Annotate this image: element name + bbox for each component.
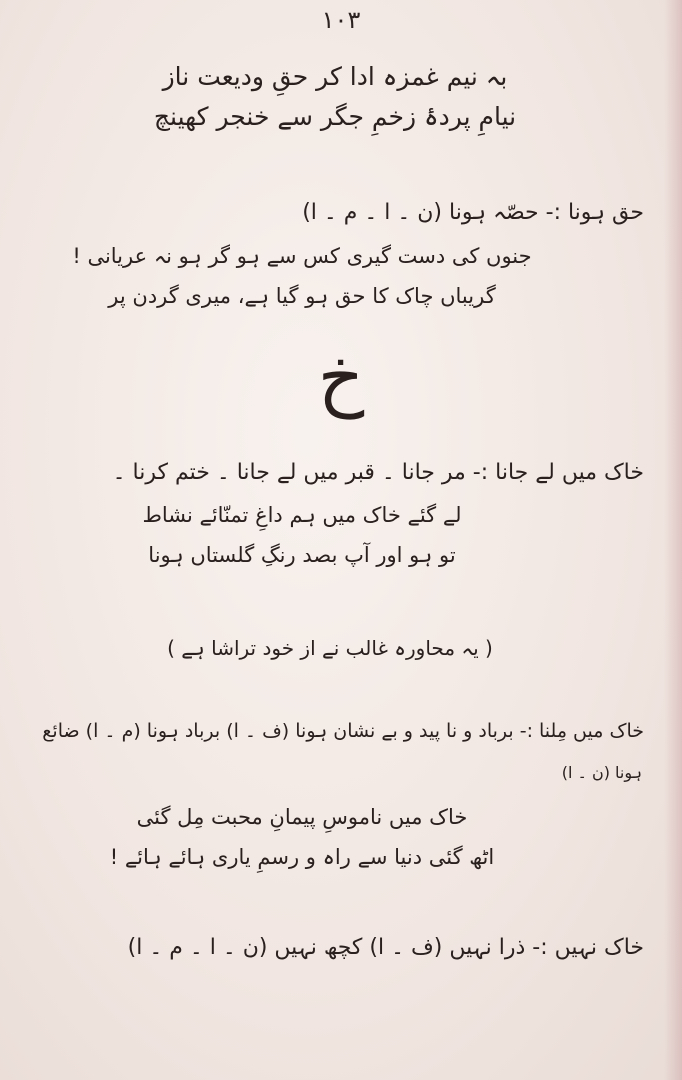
entry-heading-khak-mein-milna: خاک میں مِلنا :- برباد و نا پید و بے نشان ہونا (ف ۔ ا) برباد ہونا (م ۔ ا) ضائع — [42, 720, 644, 742]
page-number: ۱۰۳ — [321, 6, 361, 34]
top-couplet-line-1: بہ نیم غمزہ ادا کر حقِ ودیعت ناز — [162, 62, 508, 91]
section-letter-kha: خ — [317, 335, 365, 419]
entry-verse-line-2: تو ہو اور آپ بصد رنگِ گلستاں ہونا — [148, 543, 456, 567]
entry-heading-continuation: ہونا (ن ۔ ا) — [561, 763, 642, 782]
page-edge-shadow — [664, 0, 682, 1080]
entry-heading-haq-hona: حق ہونا :- حصّہ ہونا (ن ۔ ا ۔ م ۔ ا) — [302, 200, 644, 225]
top-couplet-line-2: نیامِ پردۂ زخمِ جگر سے خنجر کھینچ — [153, 102, 517, 131]
editorial-note: ( یہ محاورہ غالب نے از خود تراشا ہے ) — [167, 636, 493, 660]
entry-verse-line-2: گریباں چاک کا حق ہو گیا ہے، میری گردن پر — [108, 284, 496, 308]
entry-verse-line-1: لے گئے خاک میں ہم داغِ تمنّائے نشاط — [142, 503, 462, 527]
entry-heading-khak-mein-le-jana: خاک میں لے جانا :- مر جانا ۔ قبر میں لے جانا ۔ ختم کرنا ۔ — [112, 460, 644, 485]
entry-verse-line-1: جنوں کی دست گیری کس سے ہو گر ہو نہ عریانی ! — [72, 244, 532, 268]
entry-heading-khak-nahin: خاک نہیں :- ذرا نہیں (ف ۔ ا) کچھ نہیں (ن ۔ ا ۔ م ۔ ا) — [127, 935, 644, 960]
entry-verse-line-2: اٹھ گئی دنیا سے راہ و رسمِ یاری ہائے ہائے ! — [109, 845, 495, 869]
entry-verse-line-1: خاک میں ناموسِ پیمانِ محبت مِل گئی — [136, 805, 468, 829]
